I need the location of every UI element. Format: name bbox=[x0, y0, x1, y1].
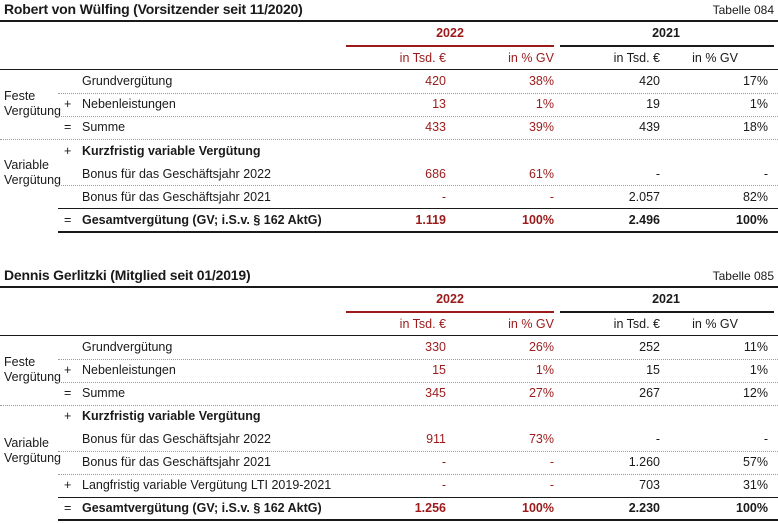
row-divider bbox=[0, 405, 778, 406]
table-number: Tabelle 084 bbox=[712, 3, 774, 17]
cell-value: 38% bbox=[528, 74, 554, 88]
cell-value: 39% bbox=[528, 120, 554, 134]
cell-value: 100% bbox=[522, 213, 554, 227]
cell-value: 433 bbox=[425, 120, 446, 134]
table-title-row bbox=[0, 0, 778, 20]
cell-value: 1.260 bbox=[628, 455, 660, 469]
year-2021-header: 2021 bbox=[652, 26, 680, 40]
table-bottom-rule bbox=[58, 519, 778, 521]
table-title: Robert von Wülfing (Vorsitzender seit 11/2020) bbox=[4, 1, 303, 17]
row-divider bbox=[58, 474, 778, 475]
cell-value: 100% bbox=[736, 213, 768, 227]
row-divider bbox=[58, 116, 778, 117]
row-divider bbox=[58, 359, 778, 360]
row-operator: + bbox=[64, 363, 72, 377]
cell-value: 11% bbox=[743, 340, 768, 354]
col-header-pct-2022: in % GV bbox=[508, 317, 554, 331]
row-label: Nebenleistungen bbox=[82, 97, 176, 111]
row-label: Bonus für das Geschäftsjahr 2021 bbox=[82, 455, 272, 469]
header-bottom-rule bbox=[0, 69, 778, 70]
title-rule bbox=[0, 20, 778, 22]
cell-value: 27% bbox=[528, 386, 554, 400]
cell-value: 73% bbox=[528, 432, 554, 446]
cell-value: 703 bbox=[639, 478, 660, 492]
table-bottom-rule bbox=[58, 231, 778, 233]
cell-value: 18% bbox=[742, 120, 768, 134]
cell-value: 100% bbox=[522, 501, 554, 515]
cell-value: 19 bbox=[646, 97, 660, 111]
cell-value: 252 bbox=[639, 340, 660, 354]
row-divider bbox=[58, 185, 778, 186]
cell-value: 2.057 bbox=[628, 190, 660, 204]
row-label: Bonus für das Geschäftsjahr 2021 bbox=[82, 190, 272, 204]
group-label-variable: Variable Vergütung bbox=[4, 158, 61, 187]
cell-value: 2.496 bbox=[628, 213, 660, 227]
table-title: Dennis Gerlitzki (Mitglied seit 01/2019) bbox=[4, 267, 251, 283]
col-header-tsd-2021: in Tsd. € bbox=[613, 51, 660, 65]
cell-value: 82% bbox=[742, 190, 768, 204]
year-2022-header: 2022 bbox=[436, 292, 464, 306]
group-label-fixed: Feste Vergütung bbox=[4, 355, 61, 384]
cell-value: - bbox=[763, 432, 768, 446]
row-operator: = bbox=[64, 386, 72, 400]
cell-value: 1% bbox=[749, 363, 768, 377]
cell-value: - bbox=[441, 190, 446, 204]
cell-value: 1% bbox=[535, 363, 554, 377]
col-header-tsd-2021: in Tsd. € bbox=[613, 317, 660, 331]
row-operator: = bbox=[64, 213, 72, 227]
cell-value: 1.256 bbox=[414, 501, 446, 515]
cell-value: - bbox=[549, 190, 554, 204]
cell-value: 420 bbox=[425, 74, 446, 88]
cell-value: - bbox=[655, 432, 660, 446]
row-label: Gesamtvergütung (GV; i.S.v. § 162 AktG) bbox=[82, 501, 322, 515]
total-top-rule bbox=[58, 497, 778, 498]
cell-value: 31% bbox=[742, 478, 768, 492]
table-number: Tabelle 085 bbox=[712, 269, 774, 283]
col-header-pct-2021: in % GV bbox=[692, 317, 738, 331]
cell-value: 15 bbox=[432, 363, 446, 377]
year-2022-rule bbox=[346, 311, 554, 313]
cell-value: 100% bbox=[736, 501, 768, 515]
row-label: Langfristig variable Vergütung LTI 2019-2021 bbox=[82, 478, 332, 492]
table-title-row bbox=[0, 266, 778, 286]
row-divider bbox=[58, 93, 778, 94]
row-label: Kurzfristig variable Vergütung bbox=[82, 409, 261, 423]
cell-value: 12% bbox=[742, 386, 768, 400]
cell-value: 17% bbox=[742, 74, 768, 88]
year-2021-header: 2021 bbox=[652, 292, 680, 306]
col-header-tsd-2022: in Tsd. € bbox=[399, 51, 446, 65]
cell-value: 1.119 bbox=[415, 213, 446, 227]
row-divider bbox=[58, 382, 778, 383]
year-2021-rule bbox=[560, 45, 774, 47]
cell-value: - bbox=[763, 167, 768, 181]
row-label: Summe bbox=[82, 386, 126, 400]
row-operator: + bbox=[64, 409, 72, 423]
row-label: Grundvergütung bbox=[82, 74, 173, 88]
cell-value: 61% bbox=[528, 167, 554, 181]
col-header-tsd-2022: in Tsd. € bbox=[399, 317, 446, 331]
year-2022-header: 2022 bbox=[436, 26, 464, 40]
cell-value: - bbox=[441, 478, 446, 492]
row-operator: + bbox=[64, 97, 72, 111]
cell-value: - bbox=[655, 167, 660, 181]
cell-value: - bbox=[549, 455, 554, 469]
row-divider bbox=[0, 139, 778, 140]
cell-value: 13 bbox=[432, 97, 446, 111]
group-label-variable: Variable Vergütung bbox=[4, 436, 61, 465]
year-2022-rule bbox=[346, 45, 554, 47]
cell-value: 2.230 bbox=[628, 501, 660, 515]
header-bottom-rule bbox=[0, 335, 778, 336]
group-label-fixed: Feste Vergütung bbox=[4, 89, 61, 118]
cell-value: 26% bbox=[528, 340, 554, 354]
row-operator: = bbox=[64, 120, 72, 134]
row-label: Bonus für das Geschäftsjahr 2022 bbox=[82, 167, 272, 181]
row-label: Summe bbox=[82, 120, 126, 134]
cell-value: 911 bbox=[426, 432, 446, 446]
cell-value: - bbox=[549, 478, 554, 492]
cell-value: 1% bbox=[535, 97, 554, 111]
row-operator: + bbox=[64, 478, 72, 492]
cell-value: 57% bbox=[742, 455, 768, 469]
row-divider bbox=[58, 451, 778, 452]
row-label: Nebenleistungen bbox=[82, 363, 176, 377]
row-label: Gesamtvergütung (GV; i.S.v. § 162 AktG) bbox=[82, 213, 322, 227]
cell-value: 15 bbox=[646, 363, 660, 377]
title-rule bbox=[0, 286, 778, 288]
cell-value: - bbox=[441, 455, 446, 469]
col-header-pct-2021: in % GV bbox=[692, 51, 738, 65]
year-2021-rule bbox=[560, 311, 774, 313]
cell-value: 267 bbox=[639, 386, 660, 400]
cell-value: 439 bbox=[639, 120, 660, 134]
col-header-pct-2022: in % GV bbox=[508, 51, 554, 65]
cell-value: 1% bbox=[749, 97, 768, 111]
row-label: Kurzfristig variable Vergütung bbox=[82, 144, 261, 158]
row-operator: = bbox=[64, 501, 72, 515]
cell-value: 686 bbox=[425, 167, 446, 181]
cell-value: 420 bbox=[639, 74, 660, 88]
total-top-rule bbox=[58, 208, 778, 209]
row-operator: + bbox=[64, 144, 72, 158]
cell-value: 330 bbox=[425, 340, 446, 354]
row-label: Bonus für das Geschäftsjahr 2022 bbox=[82, 432, 272, 446]
row-label: Grundvergütung bbox=[82, 340, 173, 354]
cell-value: 345 bbox=[425, 386, 446, 400]
